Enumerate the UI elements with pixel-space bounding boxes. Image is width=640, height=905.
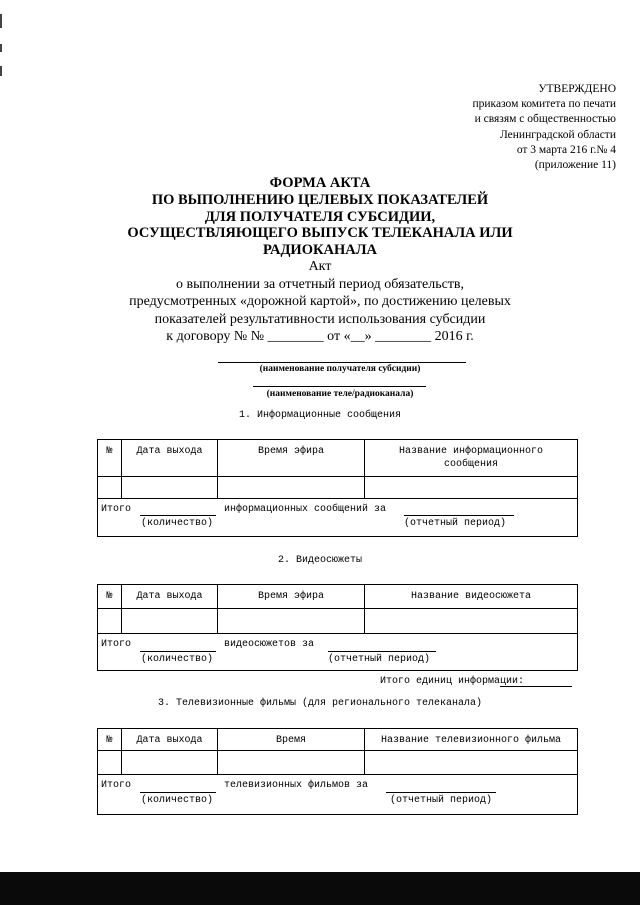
form-title <box>120 175 520 259</box>
col-video-name: Название видеосюжета <box>365 585 578 609</box>
col-film-name: Название телевизионного фильма <box>365 729 578 751</box>
total-text: видеосюжетов за <box>224 639 315 650</box>
table-cell[interactable] <box>218 477 365 499</box>
col-date: Дата выхода <box>122 585 218 609</box>
approval-line: приказом комитета по печати <box>472 98 616 111</box>
act-word: Акт <box>308 259 332 274</box>
quantity-caption: (количество) <box>141 795 214 806</box>
period-blank[interactable] <box>404 515 514 516</box>
subtitle-line: о выполнении за отчетный период обязательств, <box>175 276 465 292</box>
scan-bottom-bar <box>0 872 640 905</box>
table-cell[interactable] <box>218 609 365 634</box>
total-row <box>98 634 578 671</box>
units-total-blank[interactable] <box>500 686 572 687</box>
col-time: Время <box>218 729 365 751</box>
section-2-table <box>97 584 578 671</box>
section-1-table <box>97 439 578 537</box>
total-text: телевизионных фильмов за <box>224 780 369 791</box>
period-caption: (отчетный период) <box>328 654 431 665</box>
col-name-line: сообщения <box>443 459 498 470</box>
total-label: Итого <box>101 639 132 650</box>
table-cell[interactable] <box>98 477 122 499</box>
section-3-table <box>97 728 578 815</box>
title-line: ПО ВЫПОЛНЕНИЮ ЦЕЛЕВЫХ ПОКАЗАТЕЛЕЙ <box>151 191 489 208</box>
channel-caption: (наименование теле/радиоканала) <box>266 389 414 399</box>
approval-block <box>360 82 616 173</box>
col-number: № <box>98 729 122 751</box>
approval-appendix: (приложение 11) <box>534 159 616 172</box>
quantity-blank[interactable] <box>140 515 216 516</box>
quantity-blank[interactable] <box>140 651 216 652</box>
quantity-caption: (количество) <box>141 654 214 665</box>
title-line: ДЛЯ ПОЛУЧАТЕЛЯ СУБСИДИИ, <box>204 208 436 225</box>
table-cell[interactable] <box>218 751 365 775</box>
total-row <box>98 775 578 815</box>
channel-blank[interactable] <box>253 386 426 387</box>
table-cell[interactable] <box>122 609 218 634</box>
subtitle-line: показателей результативности использования субсидии <box>154 311 486 327</box>
period-caption: (отчетный период) <box>390 795 493 806</box>
subtitle-line: предусмотренных «дорожной картой», по достижению целевых <box>129 294 511 309</box>
col-date: Дата выхода <box>122 440 218 477</box>
table-cell[interactable] <box>365 477 578 499</box>
section-2-heading: 2. Видеосюжеты <box>277 555 362 566</box>
title-line: ФОРМА АКТА <box>269 175 371 191</box>
total-label: Итого <box>101 504 132 515</box>
col-airtime: Время эфира <box>218 440 365 477</box>
period-blank[interactable] <box>328 651 436 652</box>
col-date: Дата выхода <box>122 729 218 751</box>
col-name-line: Название информационного <box>398 446 544 457</box>
table-cell[interactable] <box>98 751 122 775</box>
units-total-label: Итого единиц информации: <box>380 676 525 687</box>
period-caption: (отчетный период) <box>404 518 507 529</box>
approval-line: и связям с общественностью <box>474 113 616 126</box>
table-cell[interactable] <box>122 477 218 499</box>
period-blank[interactable] <box>386 792 496 793</box>
approval-heading: УТВЕРЖДЕНО <box>538 83 616 95</box>
table-cell[interactable] <box>122 751 218 775</box>
title-line: РАДИОКАНАЛА <box>262 242 378 259</box>
recipient-blank[interactable] <box>218 362 466 363</box>
recipient-caption: (наименование получателя субсидии) <box>259 364 421 374</box>
section-3-heading: 3. Телевизионные фильмы (для регионального телеканала) <box>157 698 483 709</box>
table-cell[interactable] <box>365 751 578 775</box>
col-message-name <box>365 440 578 477</box>
approval-date: от 3 марта 216 г.№ 4 <box>516 143 616 156</box>
title-line: ОСУЩЕСТВЛЯЮЩЕГО ВЫПУСК ТЕЛЕКАНАЛА ИЛИ <box>127 225 513 242</box>
table-cell[interactable] <box>98 609 122 634</box>
quantity-caption: (количество) <box>141 518 214 529</box>
total-label: Итого <box>101 780 132 791</box>
section-1-heading: 1. Информационные сообщения <box>238 410 402 421</box>
act-subtitle <box>110 258 530 346</box>
col-airtime: Время эфира <box>218 585 365 609</box>
contract-line: к договору № № ________ от «__» ________ 2016 г. <box>166 329 474 344</box>
table-cell[interactable] <box>365 609 578 634</box>
approval-line: Ленинградской области <box>499 128 616 141</box>
quantity-blank[interactable] <box>140 792 216 793</box>
total-text: информационных сообщений за <box>224 504 387 515</box>
total-row <box>98 499 578 537</box>
col-number: № <box>98 585 122 609</box>
col-number: № <box>98 440 122 477</box>
